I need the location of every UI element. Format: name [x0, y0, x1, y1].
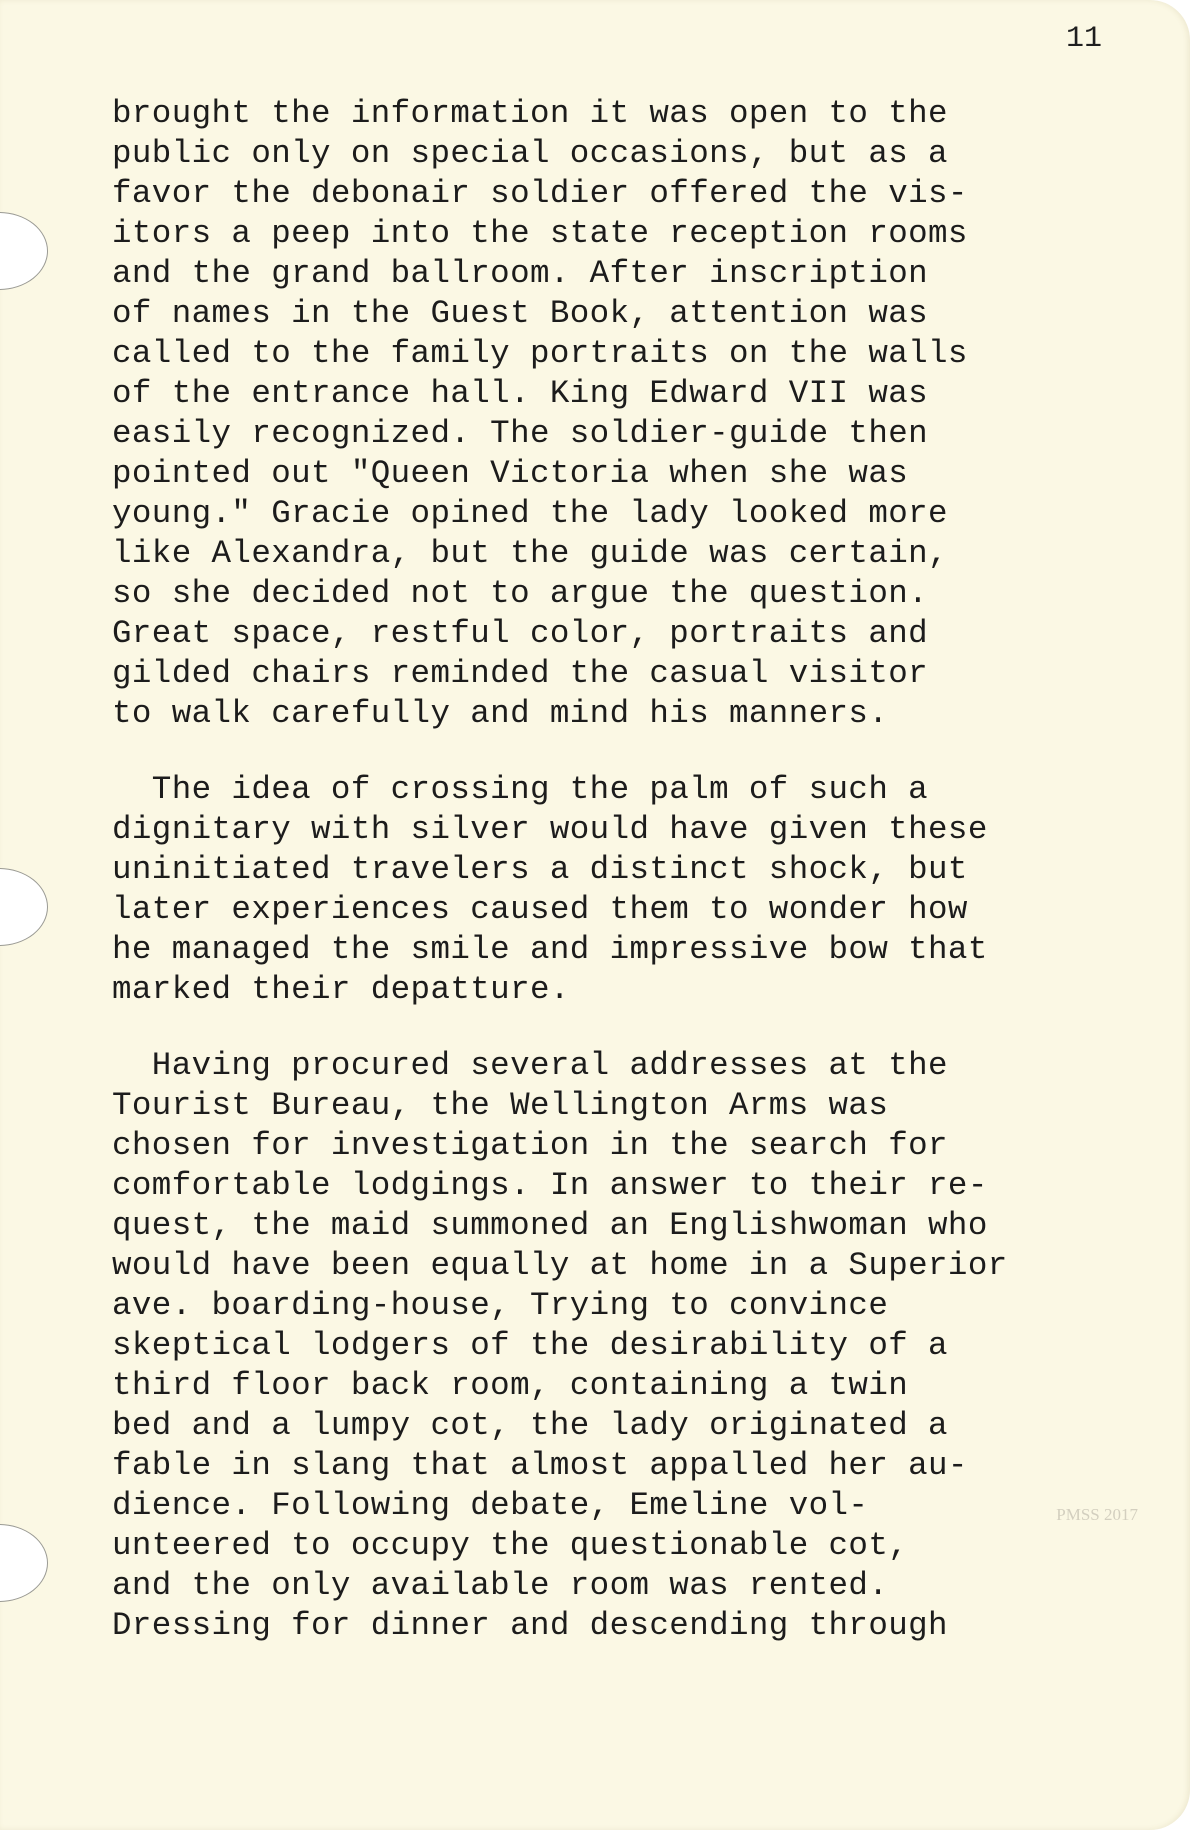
text-line: would have been equally at home in a Superior [112, 1247, 1008, 1284]
text-line: Having procured several addresses at the [112, 1047, 948, 1084]
binder-hole [0, 868, 48, 946]
text-line: favor the debonair soldier offered the vis- [112, 175, 968, 212]
text-line: third floor back room, containing a twin [112, 1367, 909, 1404]
text-line: Great space, restful color, portraits and [112, 615, 929, 652]
text-line: The idea of crossing the palm of such a [112, 771, 929, 808]
text-line: gilded chairs reminded the casual visitor [112, 655, 929, 692]
text-line: of the entrance hall. King Edward VII was [112, 375, 929, 412]
text-line: public only on special occasions, but as a [112, 135, 948, 172]
archive-watermark: PMSS 2017 [1056, 1505, 1138, 1524]
text-line: chosen for investigation in the search for [112, 1127, 948, 1164]
text-line: skeptical lodgers of the desirability of a [112, 1327, 948, 1364]
text-line: ave. boarding-house, Trying to convince [112, 1287, 889, 1324]
text-line: later experiences caused them to wonder how [112, 891, 968, 928]
text-line: itors a peep into the state reception rooms [112, 215, 968, 252]
page-number: 11 [1066, 22, 1103, 56]
text-line: young." Gracie opined the lady looked more [112, 495, 948, 532]
typed-body-text [112, 94, 1192, 1682]
text-line: quest, the maid summoned an Englishwoman who [112, 1207, 988, 1244]
text-line: easily recognized. The soldier-guide then [112, 415, 929, 452]
text-line: dignitary with silver would have given these [112, 811, 988, 848]
text-line: Tourist Bureau, the Wellington Arms was [112, 1087, 889, 1124]
binder-hole [0, 1524, 48, 1602]
text-line: fable in slang that almost appalled her au- [112, 1447, 968, 1484]
text-line: and the grand ballroom. After inscription [112, 255, 929, 292]
text-line: like Alexandra, but the guide was certain, [112, 535, 948, 572]
text-line: and the only available room was rented. [112, 1567, 889, 1604]
paragraph-1 [112, 94, 1192, 734]
text-line: comfortable lodgings. In answer to their re- [112, 1167, 988, 1204]
text-line: he managed the smile and impressive bow that [112, 931, 988, 968]
text-line: marked their depatture. [112, 971, 570, 1008]
text-line: dience. Following debate, Emeline vol- [112, 1487, 869, 1524]
text-line: uninitiated travelers a distinct shock, but [112, 851, 968, 888]
text-line: to walk carefully and mind his manners. [112, 695, 889, 732]
paragraph-2 [112, 770, 1192, 1010]
binder-hole [0, 212, 48, 290]
paragraph-3 [112, 1046, 1192, 1646]
text-line: of names in the Guest Book, attention was [112, 295, 929, 332]
text-line: unteered to occupy the questionable cot, [112, 1527, 909, 1564]
text-line: called to the family portraits on the walls [112, 335, 968, 372]
text-line: bed and a lumpy cot, the lady originated a [112, 1407, 948, 1444]
text-line: brought the information it was open to the [112, 95, 948, 132]
text-line: Dressing for dinner and descending through [112, 1607, 948, 1644]
text-line: pointed out "Queen Victoria when she was [112, 455, 909, 492]
text-line: so she decided not to argue the question. [112, 575, 929, 612]
